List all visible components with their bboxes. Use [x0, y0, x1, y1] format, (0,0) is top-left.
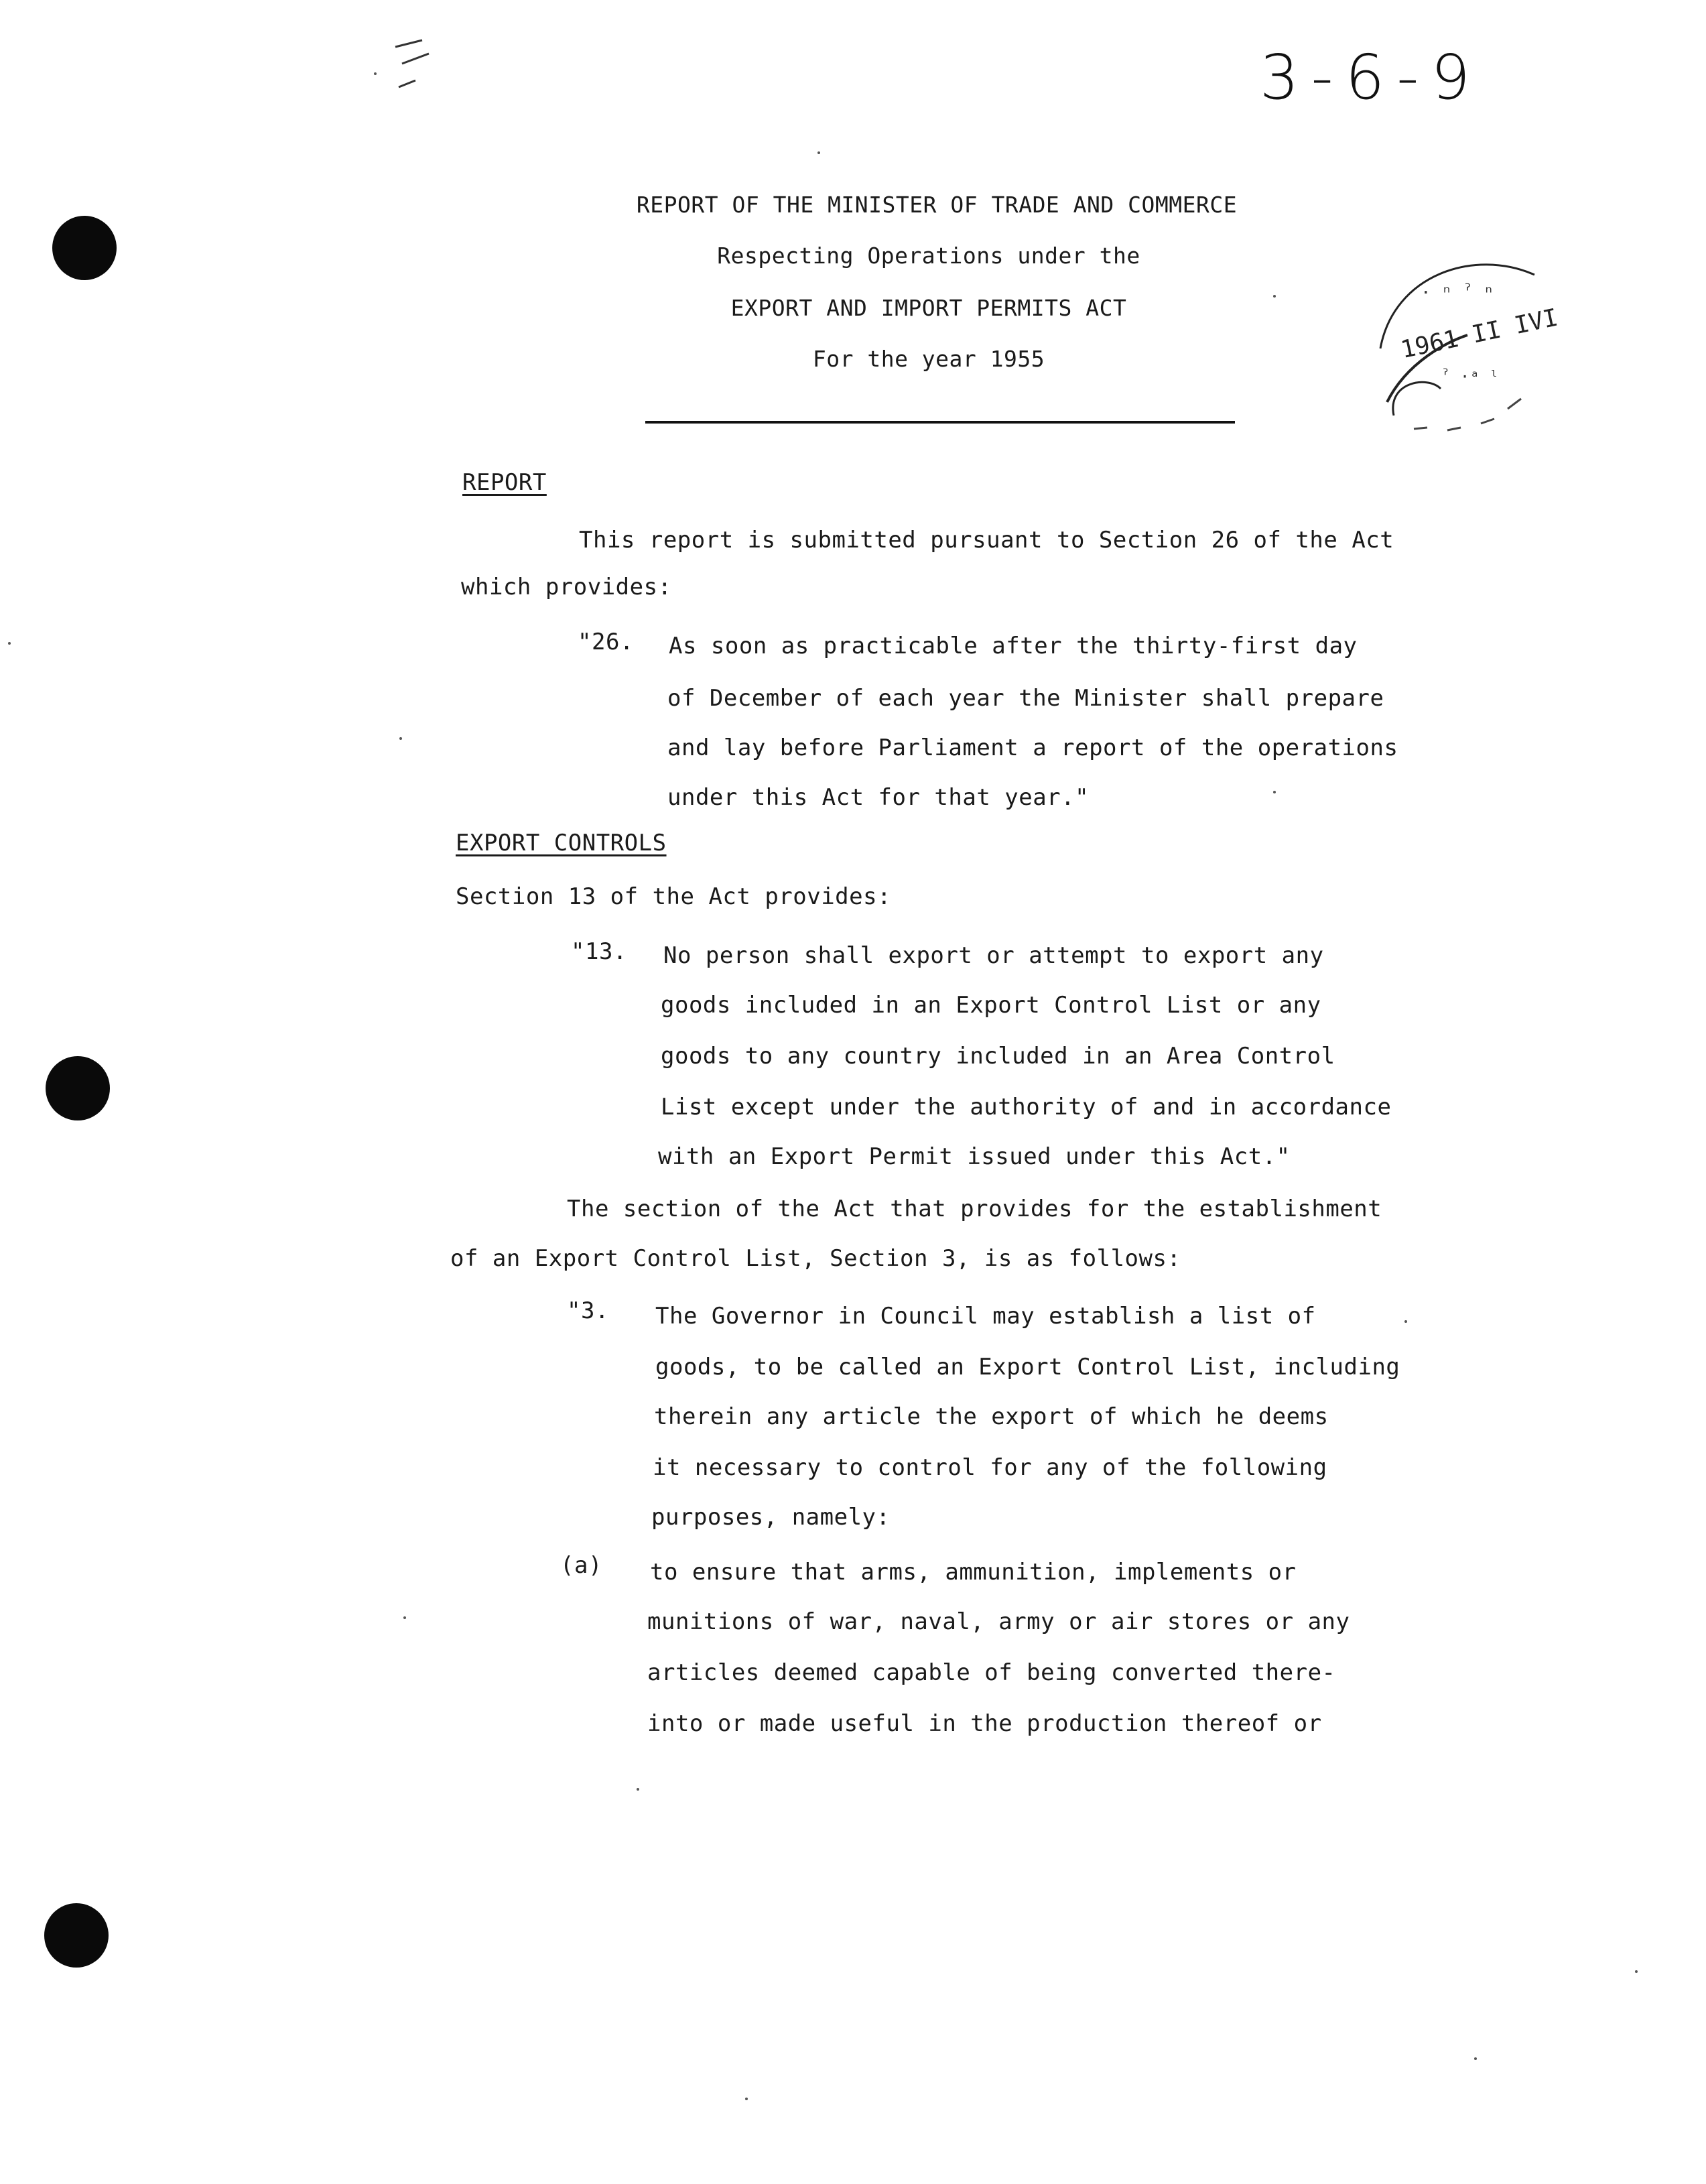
clause-a-line-4: into or made useful in the production thereof or — [647, 1710, 1322, 1737]
section-3-line-3: therein any article the export of which he deems — [654, 1403, 1329, 1430]
section-26-line-1: As soon as practicable after the thirty-first day — [669, 633, 1358, 659]
scan-speck — [1273, 791, 1276, 793]
scan-speck — [817, 151, 820, 154]
scan-speck — [745, 2098, 748, 2100]
scan-speck — [1404, 1320, 1407, 1323]
report-title-line-1: REPORT OF THE MINISTER OF TRADE AND COMMERCE — [636, 192, 1238, 218]
section-3-intro-line-2: of an Export Control List, Section 3, is as follows: — [450, 1245, 1181, 1272]
section-13-line-4: List except under the authority of and in accordance — [661, 1094, 1392, 1120]
section-26-line-3: and lay before Parliament a report of the operations — [667, 734, 1398, 761]
report-title-line-3: EXPORT AND IMPORT PERMITS ACT — [730, 295, 1127, 321]
pencil-marks — [362, 27, 442, 101]
section-3-line-5: purposes, namely: — [651, 1504, 891, 1531]
section-3-line-2: goods, to be called an Export Control List, including — [655, 1354, 1400, 1380]
header-divider — [645, 421, 1235, 424]
section-3-intro-line-1: The section of the Act that provides for the establishment — [567, 1196, 1382, 1222]
section-26-number: "26. — [578, 629, 634, 655]
section-13-line-3: goods to any country included in an Area Control — [661, 1043, 1335, 1070]
clause-a-line-1: to ensure that arms, ammunition, implements or — [650, 1559, 1297, 1586]
section-13-line-2: goods included in an Export Control List or any — [661, 992, 1321, 1019]
section-heading-report: REPORT — [462, 469, 547, 496]
scan-speck — [1273, 295, 1276, 298]
received-stamp — [1367, 248, 1561, 442]
report-title-line-2: Respecting Operations under the — [717, 243, 1140, 269]
scan-speck — [399, 737, 402, 740]
scan-speck — [1635, 1970, 1638, 1973]
punch-hole-top — [52, 216, 117, 280]
report-intro-line-1: This report is submitted pursuant to Section 26 of the Act — [579, 527, 1394, 554]
clause-a-line-3: articles deemed capable of being converted there- — [647, 1659, 1336, 1686]
section-13-number: "13. — [571, 938, 627, 965]
clause-a-label: (a) — [560, 1552, 602, 1579]
section-13-line-5: with an Export Permit issued under this Act." — [658, 1143, 1291, 1170]
section-3-line-4: it necessary to control for any of the following — [653, 1454, 1327, 1481]
section-13-line-1: No person shall export or attempt to export any — [663, 942, 1324, 969]
scan-speck — [8, 642, 11, 645]
svg-text:1961 II IVI: 1961 II IVI — [1398, 304, 1561, 365]
section-heading-export-controls: EXPORT CONTROLS — [456, 830, 667, 856]
svg-text:· ⁿ ˀ ⁿ: · ⁿ ˀ ⁿ — [1421, 283, 1494, 303]
section-3-line-1: The Governor in Council may establish a list of — [655, 1303, 1316, 1330]
section-13-intro: Section 13 of the Act provides: — [456, 883, 892, 910]
punch-hole-middle — [46, 1056, 110, 1120]
svg-text:ˀ ·ᵃ ˡ: ˀ ·ᵃ ˡ — [1441, 367, 1499, 386]
section-26-line-2: of December of each year the Minister shall prepare — [667, 685, 1384, 712]
section-3-number: "3. — [567, 1297, 609, 1324]
report-intro-line-2: which provides: — [461, 574, 672, 600]
scan-speck — [403, 1616, 406, 1619]
punch-hole-bottom — [44, 1903, 109, 1968]
clause-a-line-2: munitions of war, naval, army or air stores or any — [647, 1608, 1350, 1635]
report-title-line-4: For the year 1955 — [812, 346, 1045, 372]
section-26-line-4: under this Act for that year." — [667, 784, 1090, 811]
handwritten-file-number: 3-6-9 — [1260, 42, 1482, 113]
scan-speck — [637, 1788, 639, 1791]
scan-speck — [1474, 2057, 1477, 2060]
